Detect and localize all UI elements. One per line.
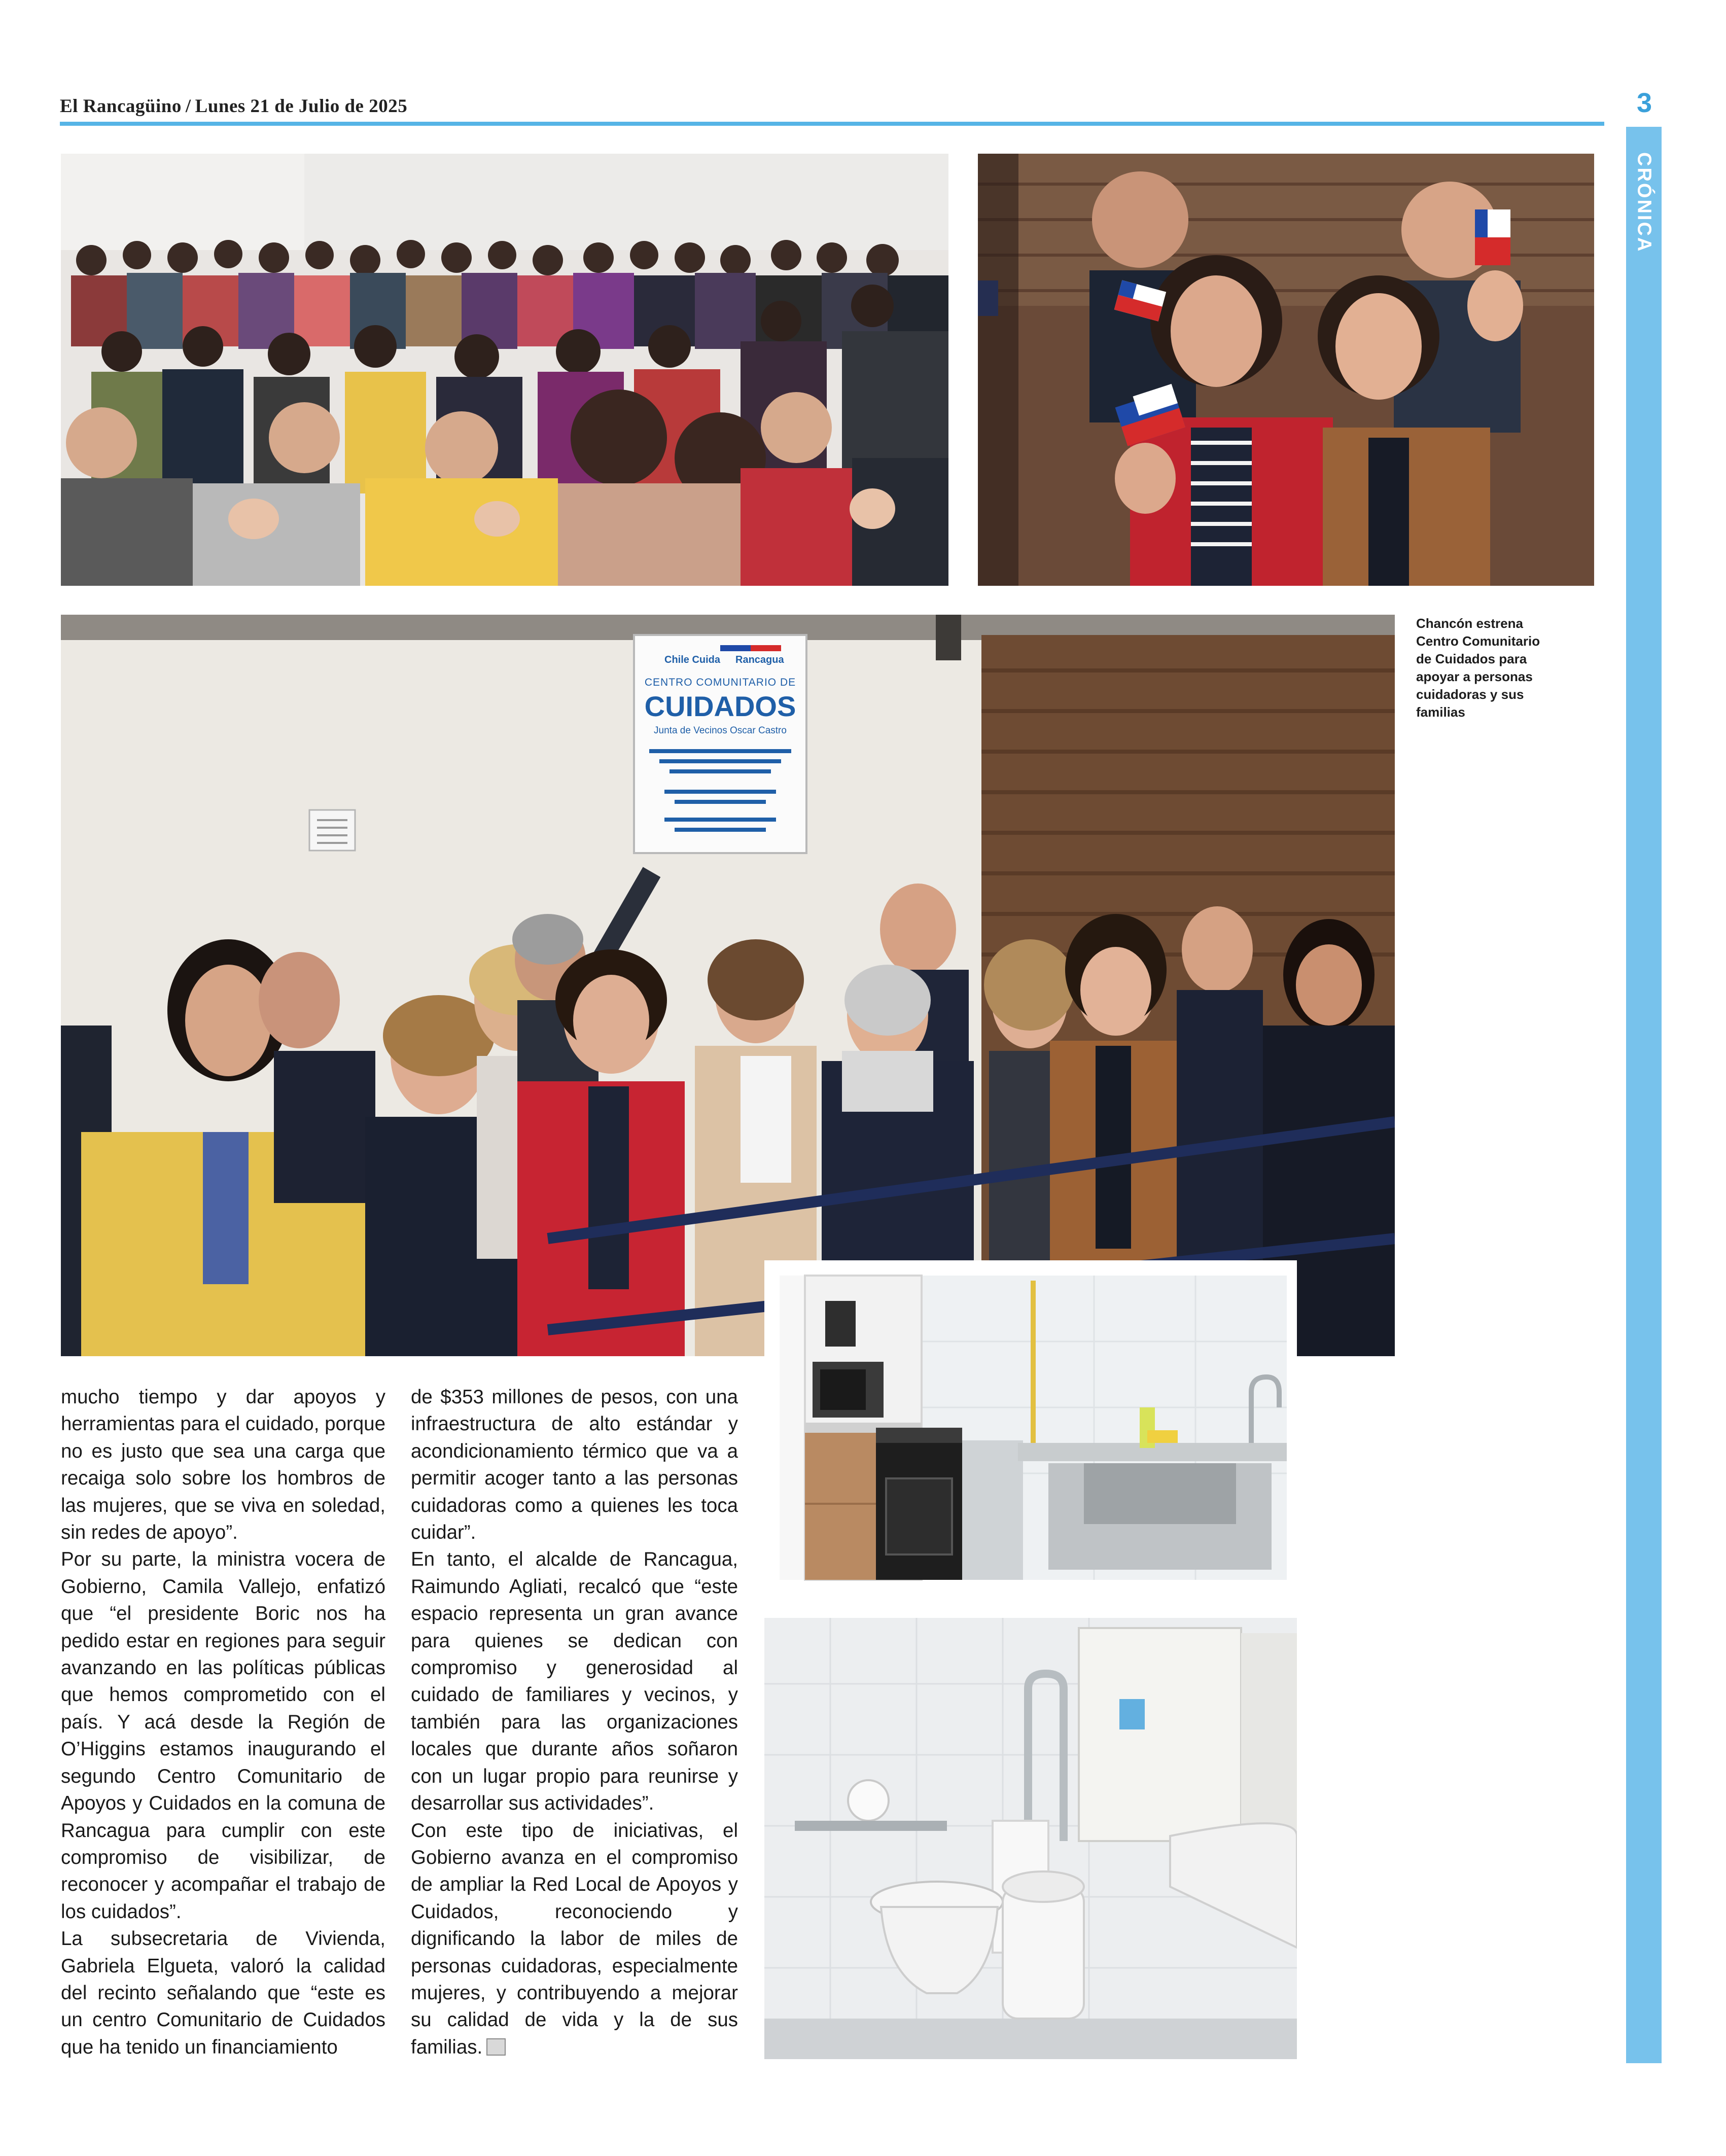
plaque-title: CUIDADOS: [644, 690, 796, 722]
plaque-subtitle: Junta de Vecinos Oscar Castro: [654, 725, 787, 736]
photo-plaque-unveiling: [61, 615, 1395, 1356]
end-of-article-icon: [486, 2038, 506, 2056]
issue-date: Lunes 21 de Julio de 2025: [195, 96, 408, 117]
article-column-2: [411, 1384, 738, 2061]
section-bar: [1626, 127, 1662, 2063]
photo-caption: Chancón estrena Centro Comunitario de Cuidados para apoyar a personas cuidadoras y sus familias: [1416, 616, 1540, 720]
page-header: [60, 95, 407, 117]
plaque-logo-right: Rancagua: [735, 654, 784, 665]
paragraph: Por su parte, la ministra vocera de Gobierno, Camila Vallejo, enfatizó que “el presidente Boric nos ha pedido estar en regiones para seguir avanzando en las políticas públicas que hemos comprometido con el país. Y acá desde la Región de O’Higgins estamos inaugurando el segundo Centro Comunitario de Apoyos y Cuidados en la comuna de Rancagua para cumplir con este compromiso de visibilizar, de reconocer y acompañar el trabajo de los cuidados”.: [61, 1548, 385, 1923]
paragraph: mucho tiempo y dar apoyos y herramientas para el cuidado, porque no es justo que sea una carga que recaiga solo sobre los hombros de las mujeres, que se viva en soledad, sin redes de apoyo”.: [61, 1386, 385, 1544]
plaque-heading: CENTRO COMUNITARIO DE: [644, 677, 796, 688]
section-label: [1626, 152, 1662, 284]
paragraph: La subsecretaria de Vivienda, Gabriela Elgueta, valoró la calidad del recinto señalando que “este es un centro Comunitario de Cuidados que ha tenido un financiamiento: [61, 1928, 385, 2058]
photo-audience: [61, 154, 948, 586]
photo-kitchen: [764, 1260, 1297, 1595]
plaque-logo-left: Chile Cuida: [664, 654, 721, 665]
paragraph: [411, 1817, 738, 2061]
article-column-1: [61, 1384, 385, 2061]
paragraph-text: Con este tipo de iniciativas, el Gobierno avanza en el compromiso de ampliar la Red Local de Apoyos y Cuidados, reconociendo y dignificando la labor de miles de personas cuidadoras, especialmente mujeres, y contribuyendo a mejorar su calidad de vida y la de sus familias.: [411, 1819, 738, 2058]
photo-flags: [978, 154, 1594, 586]
paragraph: de $353 millones de pesos, con una infraestructura de alto estándar y acondicionamiento térmico que va a permitir acoger tanto a las personas cuidadoras como a quienes les toca cuidar”.: [411, 1386, 738, 1544]
plaque: [634, 635, 806, 747]
page-number: 3: [1636, 88, 1652, 118]
newspaper-name: El Rancagüino: [60, 96, 182, 117]
section-name: CRÓNICA: [1633, 152, 1655, 253]
paragraph: En tanto, el alcalde de Rancagua, Raimundo Agliati, recalcó que “este espacio representa un gran avance para quienes se dedican con compromiso y generosidad al cuidado de familiares y vecinos, y también para las organizaciones locales que durante años soñaron con un lugar propio para reunirse y desarrollar sus actividades”.: [411, 1548, 738, 1815]
photo-bathroom: [764, 1618, 1297, 2059]
header-rule: [60, 122, 1604, 126]
header-separator: /: [185, 96, 191, 117]
